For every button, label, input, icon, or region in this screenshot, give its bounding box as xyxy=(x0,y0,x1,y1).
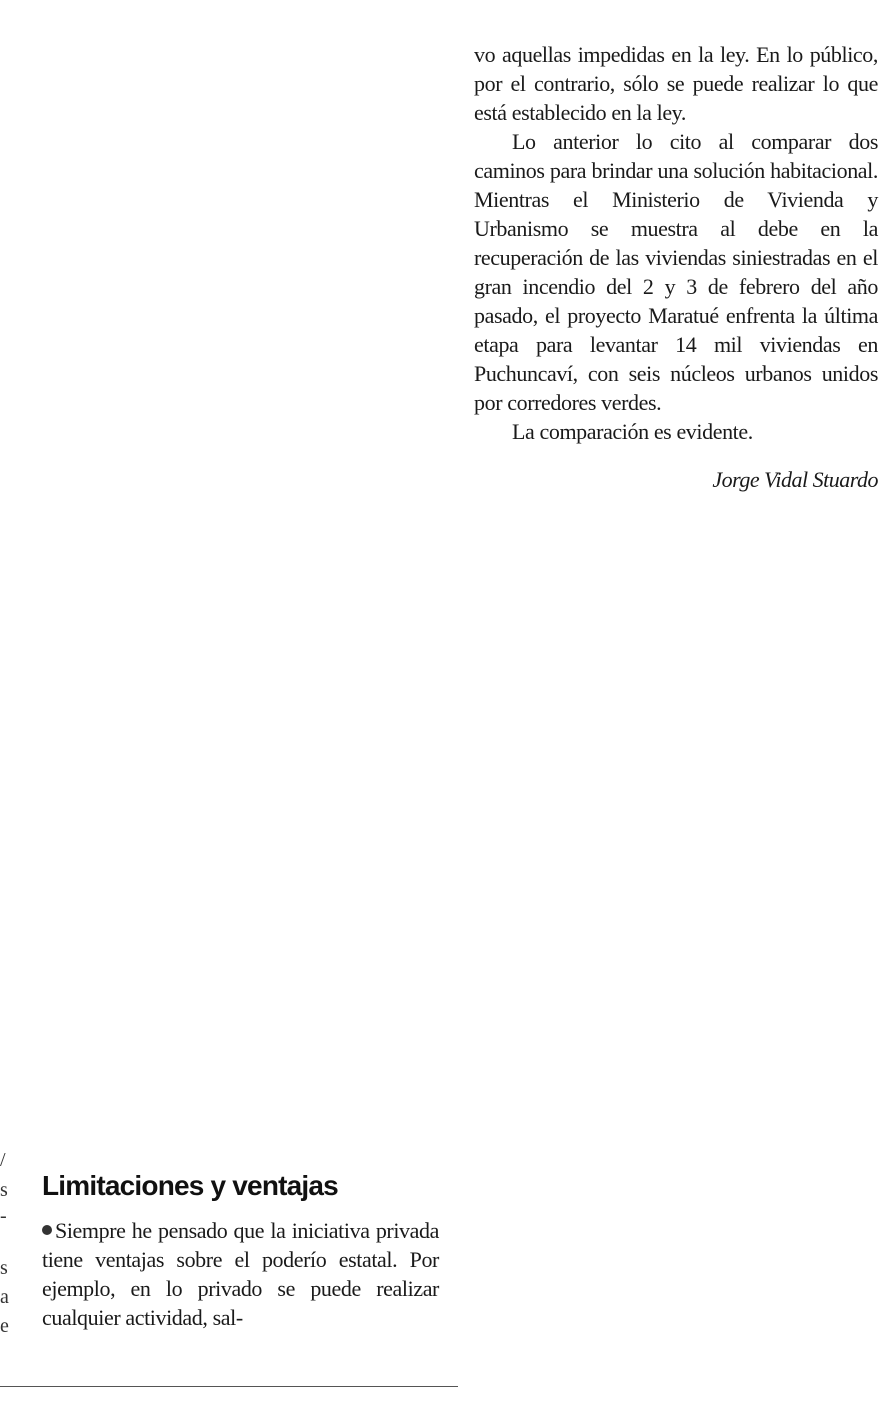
edge-fragment: s xyxy=(0,1179,8,1201)
letter-headline: Limitaciones y ventajas xyxy=(42,1170,338,1201)
bullet-icon xyxy=(42,1225,52,1235)
bottom-divider xyxy=(0,1386,458,1387)
paragraph-3: La comparación es evidente. xyxy=(512,419,753,444)
paragraph-2: Lo anterior lo cito al comparar dos caminos para brindar una solución habitacional. Mientras el Ministerio de Vivienda y Urbanismo se muestra al debe en la recuperación de las viviendas siniestradas en el gran incendio del 2 y 3 de febrero del año pasado, el proyecto Maratué enfrenta la última etapa para levantar 14 mil viviendas en Puchuncaví, con seis núcleos urbanos unidos por corredores verdes. xyxy=(474,129,878,415)
letter-body xyxy=(42,1216,439,1332)
edge-fragment: s xyxy=(0,1257,8,1279)
edge-fragment: a xyxy=(0,1286,9,1308)
edge-fragment: e xyxy=(0,1315,9,1337)
edge-fragment: / xyxy=(0,1149,6,1171)
letter-body-text: Siempre he pensado que la iniciativa privada tiene ventajas sobre el poderío estatal. Por ejemplo, en lo privado se puede realizar cualquier actividad, sal- xyxy=(42,1218,439,1330)
author-signature: Jorge Vidal Stuardo xyxy=(712,467,878,492)
paragraph-1: vo aquellas impedidas en la ley. En lo público, por el contrario, sólo se puede realizar lo que está establecido en la ley. xyxy=(474,42,878,125)
letter-continuation-column xyxy=(474,40,878,494)
edge-fragment: - xyxy=(0,1205,7,1227)
letter-column xyxy=(42,1168,439,1332)
